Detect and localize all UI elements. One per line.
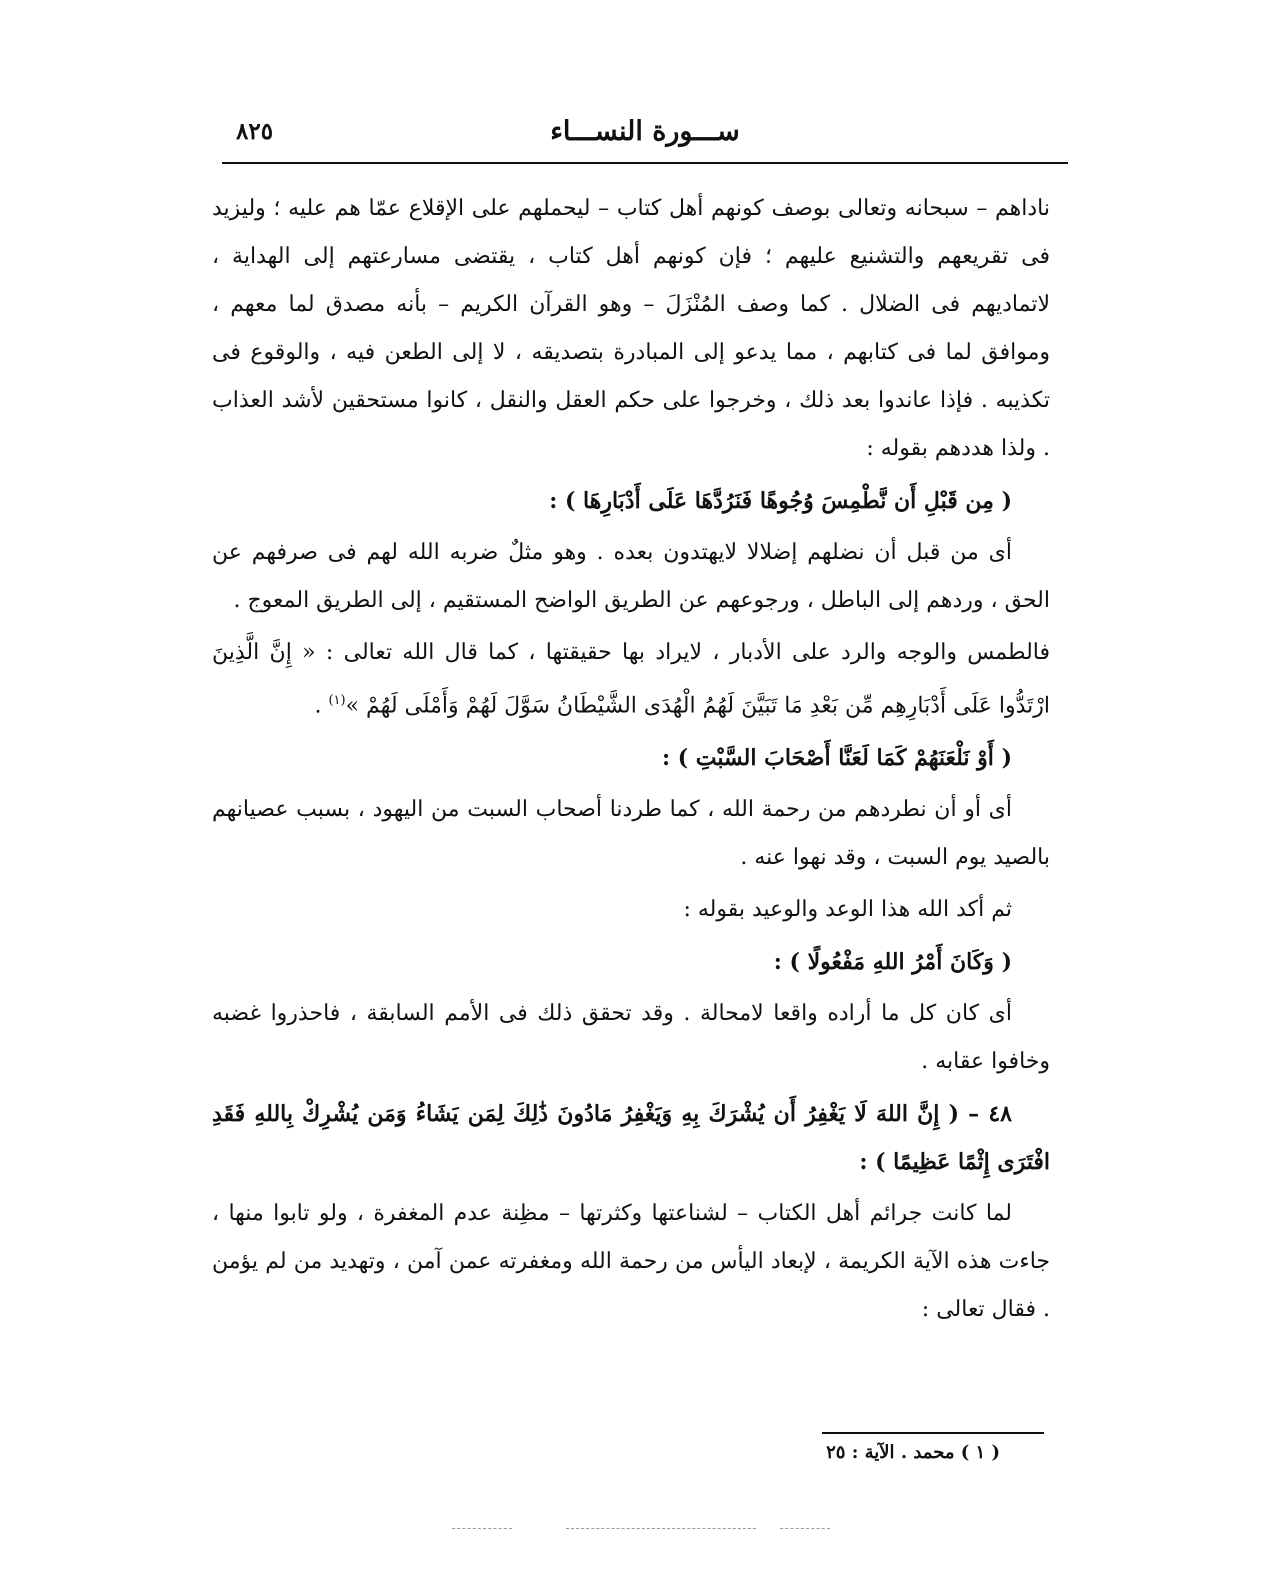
paragraph-explanation-2-end: . <box>314 693 329 719</box>
paragraph-explanation-1: أى من قبل أن نضلهم إضلالا لايهتدون بعده . وهو مثلٌ ضربه الله لهم فى صرفهم عن الحق ، وردهم إلى الباطل ، ورجوعهم عن الطريق الواضح المستقيم ، إلى الطريق المعوج . <box>212 540 1050 613</box>
surah-title: ســـورة النســـاء <box>550 116 740 147</box>
paragraph-explanation-2 <box>212 629 1050 730</box>
paragraph-explanation-5: لما كانت جرائم أهل الكتاب – لشناعتها وكثرتها – مظِنة عدم المغفرة ، ولو تابوا منها ، جاءت هذه الآية الكريمة ، لإبعاد اليأس من رحمة الله ومغفرته عمن آمن ، وتهديد من لم يؤمن . فقال تعالى : <box>212 1201 1050 1323</box>
paragraph-intro: ناداهم – سبحانه وتعالى بوصف كونهم أهل كتاب – ليحملهم على الإقلاع عمّا هم عليه ؛ وليزيد فى تقريعهم والتشنيع عليهم ؛ فإن كونهم أهل كتاب ، يقتضى مسارعتهم إلى الهداية ، لاتماديهم فى الضلال . كما وصف المُنْزَلَ – وهو القرآن الكريم – بأنه مصدق لما معهم ، وموافق لما فى كتابهم ، مما يدعو إلى المبادرة بتصديقه ، لا إلى الطعن فيه ، والوقوع فى تكذيبه . فإذا عاندوا بعد ذلك ، وخرجوا على حكم العقل والنقل ، كانوا مستحقين لأشد العذاب . ولذا هددهم بقوله : <box>212 196 1050 461</box>
scan-artifact <box>780 1528 830 1529</box>
footnote-reference: (١) <box>328 693 346 708</box>
page-body <box>212 185 1050 1338</box>
paragraph-explanation-3: أى أو أن نطردهم من رحمة الله ، كما طردنا أصحاب السبت من اليهود ، بسبب عصيانهم بالصيد يوم السبت ، وقد نهوا عنه . <box>212 797 1050 871</box>
paragraph-transition: ثم أكد الله هذا الوعد والوعيد بقوله : <box>683 897 1012 923</box>
paragraph-explanation-2-text: فالطمس والوجه والرد على الأدبار ، لايراد بها حقيقتها ، كما قال الله تعالى : « إِنَّ الَّذِينَ ارْتَدُّوا عَلَى أَدْبَارِهِم مِّن بَعْدِ مَا تَبَيَّنَ لَهُمُ الْهُدَى الشَّيْطَانُ سَوَّلَ لَهُمْ وَأَمْلَى لَهُمْ » <box>212 640 1050 719</box>
scan-artifact <box>452 1528 512 1529</box>
footnote-divider <box>822 1432 1044 1434</box>
verse-quote-1: ( مِن قَبْلِ أَن نَّطْمِسَ وُجُوهًا فَنَرُدَّهَا عَلَى أَدْبَارِهَا ) : <box>549 488 1012 514</box>
verse-48: ٤٨ – ( إِنَّ اللهَ لَا يَغْفِرُ أَن يُشْرَكَ بِهِ وَيَغْفِرُ مَادُونَ ذَٰلِكَ لِمَن يَشَاءُ وَمَن يُشْرِكْ بِاللهِ فَقَدِ افْتَرَى إِثْمًا عَظِيمًا ) : <box>212 1101 1050 1176</box>
verse-quote-3: ( وَكَانَ أَمْرُ اللهِ مَفْعُولًا ) : <box>773 949 1012 976</box>
scan-artifact <box>566 1528 756 1529</box>
footnote: ( ١ ) محمد . الآية : ٢٥ <box>826 1442 1000 1463</box>
page-number: ٨٢٥ <box>236 118 274 145</box>
paragraph-explanation-4: أى كان كل ما أراده واقعا لامحالة . وقد تحقق ذلك فى الأمم السابقة ، فاحذروا غضبه وخافوا عقابه . <box>212 1001 1050 1075</box>
verse-quote-2: ( أَوْ نَلْعَنَهُمْ كَمَا لَعَنَّا أَصْحَابَ السَّبْتِ ) : <box>661 745 1012 772</box>
page-header <box>222 110 1068 164</box>
